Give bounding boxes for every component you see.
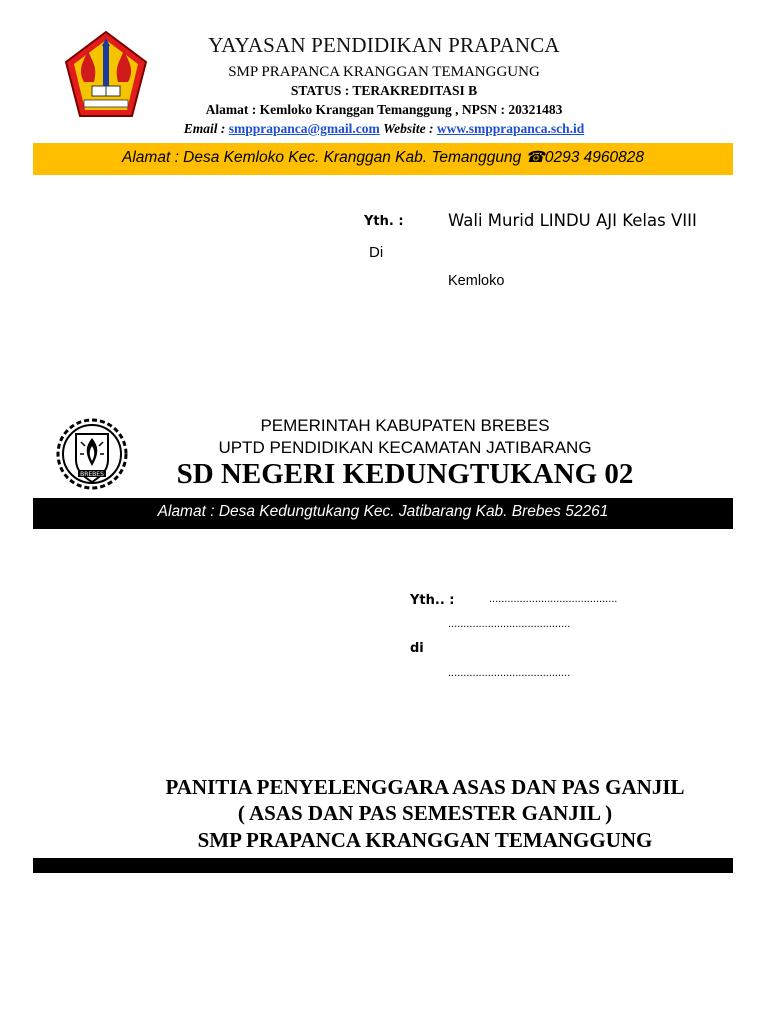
committee-title: PANITIA PENYELENGGARA ASAS DAN PAS GANJIL	[165, 775, 685, 799]
yth-label: Yth. :	[364, 214, 404, 229]
di-label: di	[410, 641, 424, 656]
logo-caption: BREBES	[80, 471, 104, 478]
contact-line	[120, 121, 648, 137]
recipient-name: Wali Murid LINDU AJI Kelas VIII	[448, 211, 697, 230]
divider-bar	[33, 858, 733, 873]
school-name: SMP PRAPANCA KRANGGAN TEMANGGUNG	[228, 64, 540, 80]
address-bar-text: Alamat : Desa Kedungtukang Kec. Jatibarang Kab. Brebes 52261	[157, 503, 609, 520]
brebes-regency-logo-icon	[54, 416, 130, 492]
website-link[interactable]: www.smpprapanca.sch.id	[436, 121, 585, 136]
school-name: SD NEGERI KEDUNGTUKANG 02	[176, 458, 634, 490]
di-label: Di	[369, 244, 384, 261]
address-bar-text: Alamat : Desa Kemloko Kec. Kranggan Kab. Temanggung ☎0293 4960828	[122, 149, 644, 166]
recipient-blank-line: ..........................................	[489, 593, 618, 605]
email-label: Email :	[183, 121, 226, 136]
email-link[interactable]: smpprapanca@gmail.com	[228, 121, 380, 136]
committee-school: SMP PRAPANCA KRANGGAN TEMANGGUNG	[197, 828, 653, 852]
recipient-blank-line: ........................................	[448, 618, 571, 630]
government-name: PEMERINTAH KABUPATEN BREBES	[260, 416, 550, 435]
org-name: YAYASAN PENDIDIKAN PRAPANCA	[208, 33, 560, 57]
yth-label: Yth.. :	[410, 593, 455, 608]
school-address: Alamat : Kemloko Kranggan Temanggung , NPSN : 20321483	[205, 102, 563, 117]
website-label: Website :	[383, 121, 434, 136]
location-blank-line: ........................................	[448, 667, 571, 679]
uptd-name: UPTD PENDIDIKAN KECAMATAN JATIBARANG	[218, 438, 592, 457]
recipient-location: Kemloko	[448, 273, 505, 289]
accreditation-status: STATUS : TERAKREDITASI B	[290, 83, 478, 98]
committee-subtitle: ( ASAS DAN PAS SEMESTER GANJIL )	[237, 801, 613, 825]
